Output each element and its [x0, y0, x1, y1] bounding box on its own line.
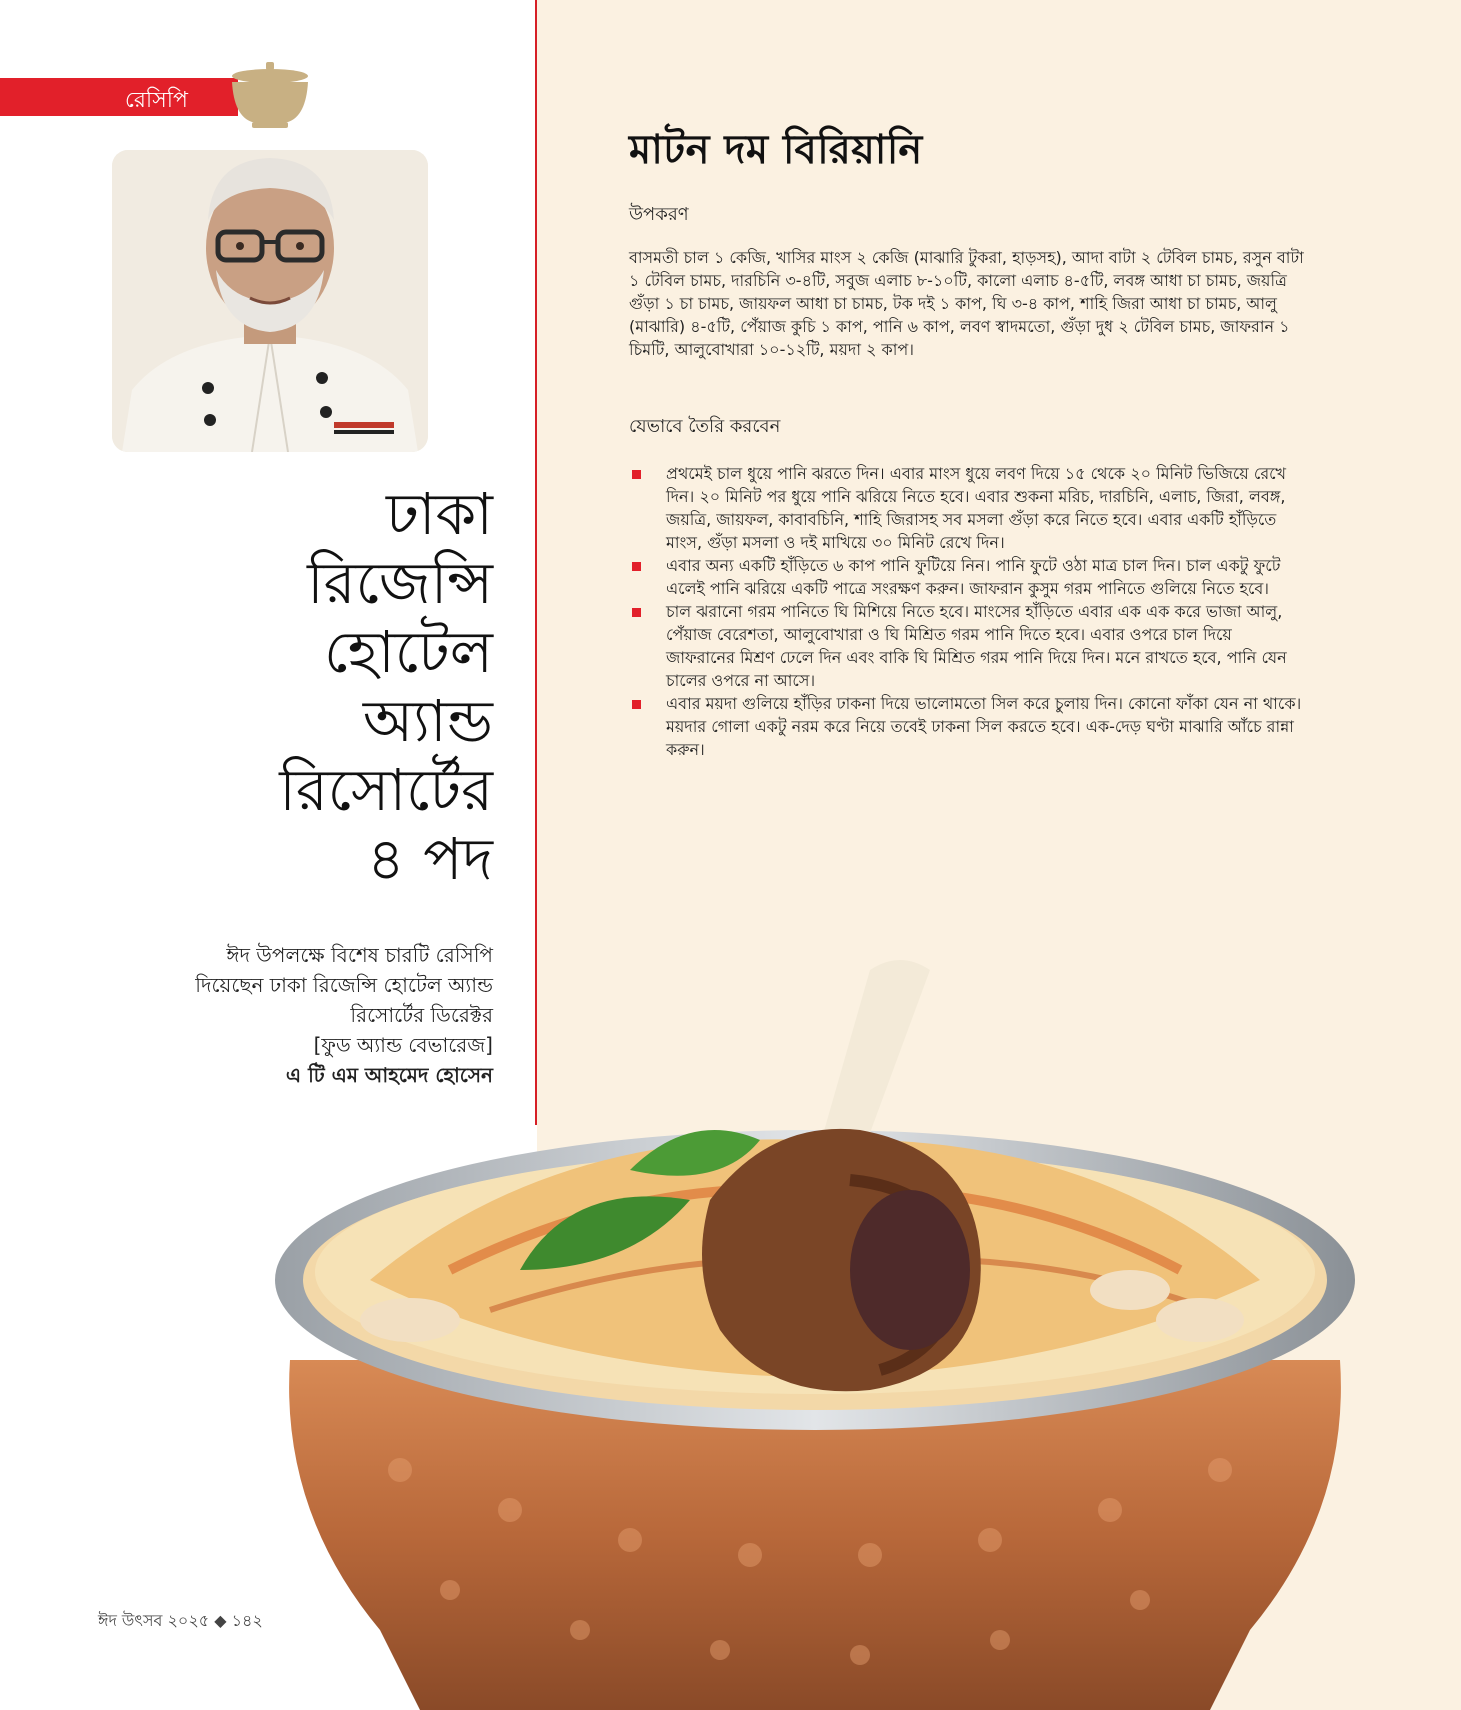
intro-line: রিসোর্টের ডিরেক্টর — [350, 1003, 493, 1027]
chef-portrait-illustration — [112, 150, 428, 452]
headline-line: হোটেল — [324, 618, 493, 686]
ingredients-heading: উপকরণ — [629, 204, 689, 225]
cooking-pot-icon — [222, 56, 318, 132]
headline-line: অ্যান্ড — [362, 687, 493, 755]
method-step — [629, 462, 1305, 554]
biryani-dish-photo — [250, 950, 1400, 1710]
method-step-text: চাল ঝরানো গরম পানিতে ঘি মিশিয়ে নিতে হবে। মাংসের হাঁড়িতে এবার এক এক করে ভাজা আলু, পেঁয়াজ বেরেশতা, আলুবোখারা ও ঘি মিশ্রিত গরম পানি দিতে হবে। এবার ওপরে চাল দিয়ে জাফরানের মিশ্রণ ঢেলে দিন এবং বাকি ঘি মিশ্রিত গরম পানি দিয়ে দিন। মনে রাখতে হবে, পানি যেন চালের ওপরে না আসে। — [666, 602, 1287, 690]
page-folio: ঈদ উৎসব ২০২৫ ◆ ১৪২ — [98, 1611, 263, 1630]
chef-credit: এ টি এম আহমেদ হোসেন — [285, 1063, 493, 1087]
square-bullet-icon — [632, 700, 641, 709]
method-step-text: এবার অন্য একটি হাঁড়িতে ৬ কাপ পানি ফুটিয়ে নিন। পানি ফুটে ওঠা মাত্র চাল দিন। চাল একটু ফুটে এলেই পানি ঝরিয়ে একটি পাত্রে সংরক্ষণ করুন। জাফরান কুসুম গরম পানিতে গুলিয়ে নিতে হবে। — [666, 556, 1281, 598]
page-headline — [113, 480, 493, 894]
method-step-text: প্রথমেই চাল ধুয়ে পানি ঝরতে দিন। এবার মাংস ধুয়ে লবণ দিয়ে ১৫ থেকে ২০ মিনিট ভিজিয়ে রেখে দিন। ২০ মিনিট পর ধুয়ে পানি ঝরিয়ে নিতে হবে। এবার শুকনা মরিচ, দারচিনি, এলাচ, জিরা, লবঙ্গ, জয়ত্রি, জায়ফল, কাবাবচিনি, শাহি জিরাসহ সব মসলা গুঁড়া করে নিতে হবে। এবার একটি হাঁড়িতে মাংস, গুঁড়া মসলা ও দই মাখিয়ে ৩০ মিনিট রেখে দিন। — [666, 464, 1287, 552]
method-step — [629, 692, 1305, 761]
headline-line: রিজেন্সি — [307, 549, 493, 617]
method-step — [629, 600, 1305, 692]
square-bullet-icon — [632, 562, 641, 571]
recipe-title: মাটন দম বিরিয়ানি — [629, 126, 923, 173]
method-step — [629, 554, 1305, 600]
section-tag — [0, 78, 238, 116]
method-step-text: এবার ময়দা গুলিয়ে হাঁড়ির ঢাকনা দিয়ে ভালোমতো সিল করে চুলায় দিন। কোনো ফাঁকা যেন না থাকে। ময়দার গোলা একটু নরম করে নিয়ে তবেই ঢাকনা সিল করতে হবে। এক-দেড় ঘণ্টা মাঝারি আঁচে রান্না করুন। — [666, 694, 1302, 759]
intro-line: ঈদ উপলক্ষে বিশেষ চারটি রেসিপি — [226, 943, 493, 967]
method-steps — [629, 462, 1305, 761]
square-bullet-icon — [632, 470, 641, 479]
method-heading: যেভাবে তৈরি করবেন — [629, 416, 781, 437]
intro-line: দিয়েছেন ঢাকা রিজেন্সি হোটেল অ্যান্ড — [195, 973, 493, 997]
square-bullet-icon — [632, 608, 641, 617]
ingredients-text: বাসমতী চাল ১ কেজি, খাসির মাংস ২ কেজি (মাঝারি টুকরা, হাড়সহ), আদা বাটা ২ টেবিল চামচ, রসুন বাটা ১ টেবিল চামচ, দারচিনি ৩-৪টি, সবুজ এলাচ ৮-১০টি, কালো এলাচ ৪-৫টি, লবঙ্গ আধা চা চামচ, জয়ত্রি গুঁড়া ১ চা চামচ, জায়ফল আধা চা চামচ, টক দই ১ কাপ, ঘি ৩-৪ কাপ, শাহি জিরা আধা চা চামচ, আলু (মাঝারি) ৪-৫টি, পেঁয়াজ কুচি ১ কাপ, পানি ৬ কাপ, লবণ স্বাদমতো, গুঁড়া দুধ ২ টেবিল চামচ, জাফরান ১ চিমটি, আলুবোখারা ১০-১২টি, ময়দা ২ কাপ। — [629, 248, 1304, 359]
chef-photo — [112, 150, 428, 452]
headline-line: রিসোর্টের — [279, 756, 493, 824]
headline-line: ৪ পদ — [367, 825, 493, 893]
section-label: রেসিপি — [124, 88, 188, 113]
intro-line: [ফুড অ্যান্ড বেভারেজ] — [313, 1033, 493, 1057]
headline-line: ঢাকা — [385, 480, 493, 548]
